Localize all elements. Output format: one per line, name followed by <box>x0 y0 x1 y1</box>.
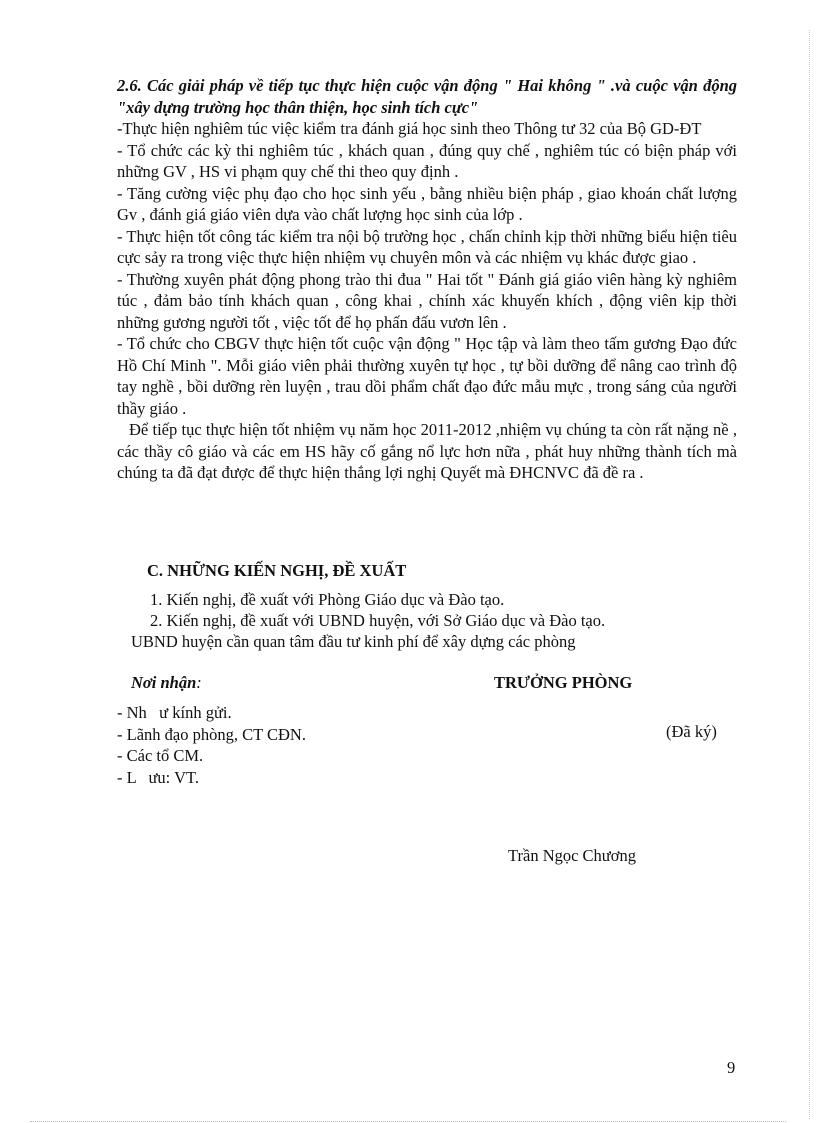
recipient-item: - L ưu: VT. <box>117 767 199 787</box>
closing-paragraph: Để tiếp tục thực hiện tốt nhiệm vụ năm học 2011-2012 ,nhiệm vụ chúng ta còn rất nặng nề , các thầy cô giáo và các em HS hãy cố gắng nổ lực hơn nữa , phát huy những thành tích mà chúng ta đã đạt được để thực hiện thắng lợi nghị Quyết mà ĐHCNVC đã đề ra . <box>117 420 737 482</box>
signer-name: Trần Ngọc Chương <box>508 846 636 865</box>
recipients-list <box>117 702 306 788</box>
recipient-item: - Nh ư kính gửi. <box>117 703 232 722</box>
paragraph-4: - Thực hiện tốt công tác kiểm tra nội bộ trường học , chấn chỉnh kịp thời những biểu hiện tiêu cực sảy ra trong việc thực hiện nhiệm vụ chuyên môn và các nhiệm vụ khác được giao . <box>117 226 737 267</box>
paragraph-1: -Thực hiện nghiêm túc việc kiểm tra đánh giá học sinh theo Thông tư 32 của Bộ GD-ĐT <box>117 119 702 138</box>
paragraph-3: - Tăng cường việc phụ đạo cho học sinh yếu , bằng nhiều biện pháp , giao khoán chất lượng Gv , đánh giá giáo viên dựa vào chất lượng học sinh của lớp . <box>117 183 737 224</box>
section-2-6-heading: 2.6. Các giải pháp về tiếp tục thực hiện cuộc vận động " Hai không " .và cuộc vận động "xây dựng trường học thân thiện, học sinh tích cực" <box>117 76 737 117</box>
paragraph-5: - Thường xuyên phát động phong trào thi đua " Hai tốt " Đánh giá giáo viên hàng kỳ nghiêm túc , đảm bảo tính khách quan , công khai , chính xác khuyến khích , động viên kịp thời những gương người tốt , việc tốt để họ phấn đấu vươn lên . <box>117 269 737 332</box>
recipient-item: - Lãnh đạo phòng, CT CĐN. <box>117 724 306 744</box>
recommendation-item-1: 1. Kiến nghị, đề xuất với Phòng Giáo dục và Đào tạo. <box>150 590 505 609</box>
footer-divider <box>30 1121 786 1122</box>
section-c-heading: C. NHỮNG KIẾN NGHỊ, ĐỀ XUẤT <box>147 561 407 580</box>
recipients-label: Nơi nhận <box>131 673 197 692</box>
signed-note: (Đã ký) <box>666 722 717 741</box>
recommendation-item-2: 2. Kiến nghị, đề xuất với UBND huyện, với Sở Giáo dục và Đào tạo. <box>150 611 606 630</box>
signer-title: TRƯỞNG PHÒNG <box>494 673 633 692</box>
section-2-6 <box>117 75 737 484</box>
recipients-label-colon: : <box>196 673 202 692</box>
paragraph-6: - Tổ chức cho CBGV thực hiện tốt cuộc vận động " Học tập và làm theo tấm gương Đạo đức Hồ Chí Minh ". Mỗi giáo viên phải thường xuyên tự học , tự bồi dưỡng để nâng cao trình độ tay nghề , bồi dưỡng rèn luyện , trau dồi phẩm chất đạo đức mẫu mực , trong sáng của người thầy giáo . <box>117 334 737 418</box>
ubnd-line: UBND huyện cần quan tâm đầu tư kinh phí để xây dựng các phòng <box>131 632 576 651</box>
paragraph-2: - Tổ chức các kỳ thi nghiêm túc , khách quan , đúng quy chế , nghiêm túc có biện pháp với những GV , HS vi phạm quy chế thi theo quy định . <box>117 140 737 181</box>
recipients-label-block <box>131 673 202 693</box>
page-edge-divider <box>809 30 810 1119</box>
recipient-item: - Các tổ CM. <box>117 746 204 765</box>
page-number: 9 <box>727 1058 736 1077</box>
